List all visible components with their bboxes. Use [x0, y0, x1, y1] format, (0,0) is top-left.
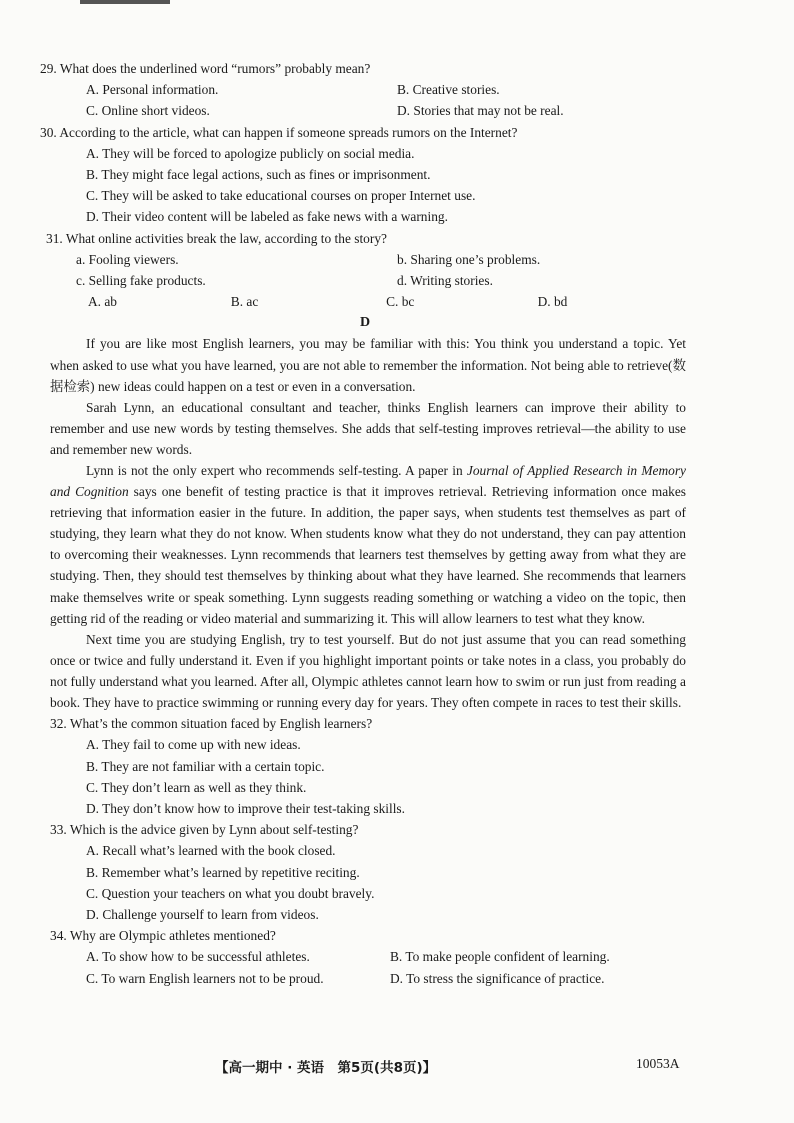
- option-row: [40, 968, 690, 989]
- option-a: A. To show how to be successful athletes.: [86, 949, 310, 965]
- question-stem: 29. What does the underlined word “rumors” probably mean?: [40, 61, 371, 76]
- statement-b: b. Sharing one’s problems.: [397, 251, 541, 267]
- option-row: [40, 946, 690, 967]
- question-31: [40, 228, 690, 313]
- question-32: [40, 713, 690, 819]
- option-a: A. Recall what’s learned with the book closed.: [86, 843, 336, 859]
- option-b: B. They might face legal actions, such as fines or imprisonment.: [86, 167, 431, 183]
- passage-paragraph-2: Sarah Lynn, an educational consultant and teacher, thinks English learners can improve their ability to remember and use new words by testing themselves. She adds that self-testing improves retrieval—the ability to use and remember new words.: [50, 399, 686, 457]
- paragraph-text: says one benefit of testing practice is that it improves retrieval. Retrieving information once makes retrieving that information easier in the future. In addition, the paper says, when students test themselves as part of studying, they learn what they do not know. When students know what they do not understand, they can pay attention to overcoming their weaknesses. Lynn recommends that learners test themselves by getting away from what they are studying. Then, they should test themselves by thinking about what they have learned. She recommends that learners make themselves write or speak something. Lynn suggests reading something or watching a video on the topic, then getting rid of the reading or video material and summarizing it. This will allow learners to test what they know.: [50, 484, 686, 626]
- option-d: D. bd: [537, 294, 568, 310]
- question-stem: 32. What’s the common situation faced by English learners?: [50, 716, 373, 732]
- option-b: B. Creative stories.: [397, 82, 500, 98]
- question-stem: 31. What online activities break the law, according to the story?: [46, 230, 387, 246]
- question-33: [40, 819, 690, 925]
- option-d: D. Stories that may not be real.: [397, 103, 564, 119]
- statement-row: [40, 270, 690, 291]
- option-b: B. To make people confident of learning.: [390, 949, 610, 965]
- option-b: B. Remember what’s learned by repetitive reciting.: [86, 864, 360, 880]
- journal-title: Journal of Applied Research in Memory and Cognition: [50, 463, 686, 500]
- option-d: D. Their video content will be labeled as fake news with a warning.: [86, 209, 448, 225]
- statement-row: [40, 249, 690, 270]
- option-c: C. Online short videos.: [86, 103, 210, 119]
- question-stem: 30. According to the article, what can happen if someone spreads rumors on the Internet?: [40, 124, 518, 140]
- statement-c: c. Selling fake products.: [76, 273, 206, 289]
- section-heading: D: [359, 315, 371, 331]
- option-row: [40, 291, 690, 312]
- option-a: A. They fail to come up with new ideas.: [86, 737, 301, 753]
- paper-code: 10053A: [636, 1056, 680, 1071]
- top-edge-mark: [80, 0, 170, 4]
- option-c: C. bc: [386, 294, 415, 310]
- option-c: C. They don’t learn as well as they think.: [86, 779, 307, 795]
- option-b: B. They are not familiar with a certain topic.: [86, 758, 325, 774]
- passage-paragraph-1: If you are like most English learners, you may be familiar with this: You think you understand a topic. Yet when asked to use what you have learned, you are not able to remember the information. Not being able to retrieve(数据检索) new ideas could happen on a test or even in a conversation.: [50, 336, 686, 394]
- question-29: [40, 58, 690, 122]
- question-stem: 34. Why are Olympic athletes mentioned?: [50, 928, 276, 944]
- option-d: D. They don’t know how to improve their test-taking skills.: [86, 800, 405, 816]
- option-a: A. Personal information.: [86, 82, 219, 98]
- passage-paragraph-4: Next time you are studying English, try to test yourself. But do not just assume that you can read something once or twice and fully understand it. Even if you highlight important points or take notes in a class, you probably do not fully understand what you learned. After all, Olympic athletes cannot learn how to swim or run just from reading a book. They have to practice swimming or running every day for years. They often compete in races to test their skills.: [50, 631, 686, 711]
- statement-a: a. Fooling viewers.: [76, 251, 179, 267]
- passage-paragraph-3: [50, 460, 686, 629]
- option-c: C. They will be asked to take educational courses on proper Internet use.: [86, 188, 476, 204]
- option-row: [40, 100, 690, 121]
- option-row: [40, 79, 690, 100]
- option-a: A. ab: [88, 294, 118, 310]
- option-a: A. They will be forced to apologize publicly on social media.: [86, 145, 415, 161]
- exam-page: [40, 58, 690, 989]
- statement-d: d. Writing stories.: [397, 273, 493, 289]
- paragraph-text: Lynn is not the only expert who recommends self-testing. A paper in: [86, 463, 467, 478]
- question-stem: 33. Which is the advice given by Lynn about self-testing?: [50, 822, 359, 838]
- page-info: 【高一期中 · 英语 第5页(共8页)】: [215, 1060, 437, 1076]
- option-b: B. ac: [230, 294, 259, 310]
- option-d: D. Challenge yourself to learn from videos.: [86, 906, 319, 922]
- option-d: D. To stress the significance of practice.: [390, 970, 605, 986]
- question-30: [40, 122, 690, 228]
- option-c: C. To warn English learners not to be proud.: [86, 970, 324, 986]
- question-34: [40, 925, 690, 989]
- option-c: C. Question your teachers on what you doubt bravely.: [86, 885, 375, 901]
